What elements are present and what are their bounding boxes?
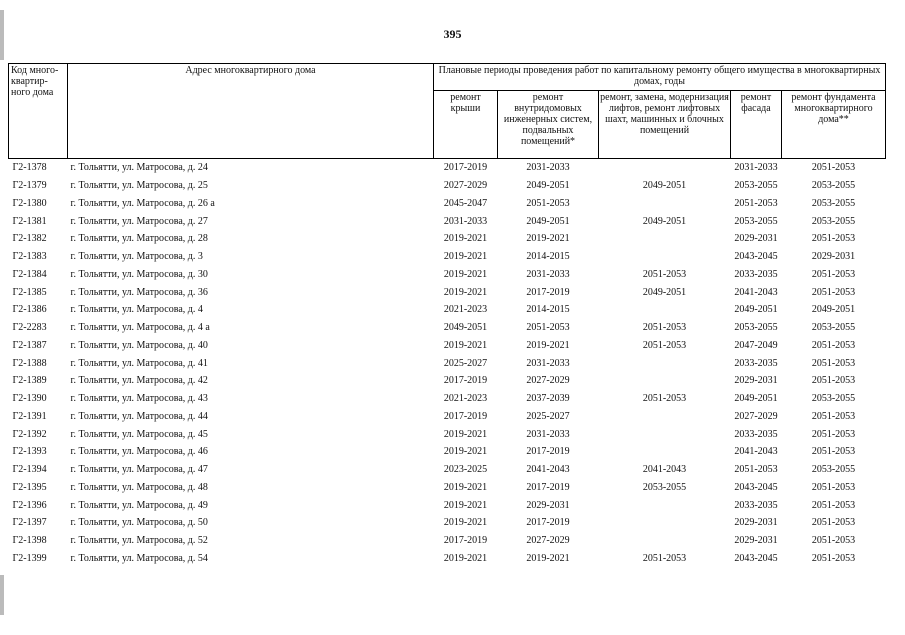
cell-elevators (599, 230, 731, 248)
cell-elevators (599, 532, 731, 550)
cell-facade: 2049-2051 (734, 393, 778, 405)
cell-foundation: 2051-2053 (782, 159, 886, 177)
cell-foundation: 2051-2053 (811, 517, 856, 529)
cell-roof: 2045-2047 (443, 197, 488, 209)
cell-address: г. Тольятти, ул. Матросова, д. 46 (70, 446, 208, 458)
cell-roof: 2019-2021 (443, 286, 488, 298)
table-row (9, 550, 886, 568)
cell-address: г. Тольятти, ул. Матросова, д. 4 (70, 304, 203, 316)
cell-roof: 2025-2027 (443, 357, 488, 369)
cell-foundation: 2051-2053 (811, 410, 856, 422)
cell-facade: 2033-2035 (734, 499, 778, 511)
cell-systems: 2019-2021 (526, 233, 570, 245)
cell-foundation: 2053-2055 (811, 393, 856, 405)
table-row (9, 354, 886, 372)
header-periods-group: Плановые периоды проведения работ по капитальному ремонту общего имущества в многоквартирных домах, годы (434, 64, 886, 91)
cell-facade: 2049-2051 (734, 304, 778, 316)
table-row (9, 230, 886, 248)
cell-address: г. Тольятти, ул. Матросова, д. 26 а (70, 197, 215, 209)
cell-elevators: 2051-2053 (642, 552, 687, 564)
cell-roof: 2019-2021 (443, 552, 488, 564)
table-row (9, 496, 886, 514)
table-row (9, 301, 886, 319)
cell-code: Г2-1378 (9, 159, 68, 177)
header-systems: ремонт внутридомовых инженерных систем, подвальных помещений* (498, 91, 599, 159)
cell-elevators: 2041-2043 (642, 464, 687, 476)
table-row (9, 372, 886, 390)
cell-facade: 2047-2049 (734, 339, 778, 351)
cell-facade: 2029-2031 (734, 375, 778, 387)
cell-foundation: 2053-2055 (811, 197, 856, 209)
cell-elevators: 2053-2055 (642, 481, 687, 493)
cell-systems: 2051-2053 (526, 322, 570, 334)
table-row (9, 443, 886, 461)
cell-elevators: 2051-2053 (642, 322, 687, 334)
cell-facade: 2033-2035 (734, 428, 778, 440)
cell-facade: 2051-2053 (734, 464, 778, 476)
capital-repair-table (8, 63, 886, 567)
cell-facade: 2053-2055 (734, 180, 778, 192)
cell-foundation: 2053-2055 (811, 322, 856, 334)
table-row (9, 461, 886, 479)
cell-systems: 2027-2029 (526, 535, 570, 547)
cell-facade: 2043-2045 (734, 251, 778, 263)
cell-code: Г2-1379 (12, 180, 47, 192)
table-row (9, 248, 886, 266)
cell-elevators: 2049-2051 (642, 286, 687, 298)
header-roof: ремонт крыши (434, 91, 498, 159)
cell-facade: 2033-2035 (734, 357, 778, 369)
cell-foundation: 2051-2053 (811, 535, 856, 547)
table-row (9, 337, 886, 355)
cell-systems: 2041-2043 (526, 464, 570, 476)
scan-edge-mark (0, 10, 4, 60)
cell-address: г. Тольятти, ул. Матросова, д. 43 (70, 393, 208, 405)
header-foundation: ремонт фундамента многоквартирного дома** (782, 91, 886, 159)
cell-systems: 2014-2015 (526, 304, 570, 316)
cell-foundation: 2049-2051 (811, 304, 856, 316)
cell-roof: 2019-2021 (443, 251, 488, 263)
cell-facade: 2031-2033 (731, 159, 782, 177)
cell-facade: 2029-2031 (734, 517, 778, 529)
cell-systems: 2031-2033 (526, 268, 570, 280)
cell-address: г. Тольятти, ул. Матросова, д. 49 (70, 499, 208, 511)
cell-roof: 2021-2023 (443, 393, 488, 405)
header-facade: ремонт фасада (731, 91, 782, 159)
table-row (9, 195, 886, 213)
table-body (9, 159, 886, 568)
cell-elevators (599, 408, 731, 426)
table-row (9, 319, 886, 337)
cell-code: Г2-1392 (12, 428, 47, 440)
table-row (9, 390, 886, 408)
cell-code: Г2-1393 (12, 446, 47, 458)
table-row (9, 177, 886, 195)
cell-facade: 2053-2055 (734, 322, 778, 334)
cell-address: г. Тольятти, ул. Матросова, д. 40 (70, 339, 208, 351)
table-row (9, 425, 886, 443)
cell-facade: 2041-2043 (734, 286, 778, 298)
table-row (9, 532, 886, 550)
cell-foundation: 2053-2055 (811, 215, 856, 227)
cell-systems: 2014-2015 (526, 251, 570, 263)
table-row (9, 159, 886, 177)
cell-elevators (599, 443, 731, 461)
cell-roof: 2019-2021 (443, 499, 488, 511)
cell-systems: 2025-2027 (526, 410, 570, 422)
cell-systems: 2027-2029 (526, 375, 570, 387)
cell-code: Г2-2283 (12, 322, 47, 334)
cell-code: Г2-1399 (12, 552, 47, 564)
cell-code: Г2-1387 (12, 339, 47, 351)
cell-facade: 2051-2053 (734, 197, 778, 209)
cell-foundation: 2051-2053 (811, 428, 856, 440)
cell-roof: 2031-2033 (443, 215, 488, 227)
cell-roof: 2017-2019 (443, 535, 488, 547)
cell-roof: 2021-2023 (443, 304, 488, 316)
cell-roof: 2019-2021 (443, 446, 488, 458)
cell-foundation: 2051-2053 (811, 357, 856, 369)
cell-facade: 2027-2029 (734, 410, 778, 422)
cell-foundation: 2053-2055 (811, 180, 856, 192)
cell-systems: 2049-2051 (526, 180, 570, 192)
cell-code: Г2-1394 (12, 464, 47, 476)
cell-address: г. Тольятти, ул. Матросова, д. 54 (70, 552, 208, 564)
cell-facade: 2041-2043 (734, 446, 778, 458)
cell-roof: 2023-2025 (443, 464, 488, 476)
cell-systems: 2017-2019 (526, 286, 570, 298)
cell-code: Г2-1397 (12, 517, 47, 529)
cell-address: г. Тольятти, ул. Матросова, д. 25 (70, 180, 208, 192)
cell-address: г. Тольятти, ул. Матросова, д. 42 (70, 375, 208, 387)
cell-systems: 2017-2019 (526, 481, 570, 493)
cell-elevators (599, 496, 731, 514)
cell-address: г. Тольятти, ул. Матросова, д. 24 (68, 159, 434, 177)
cell-address: г. Тольятти, ул. Матросова, д. 44 (70, 410, 208, 422)
cell-code: Г2-1389 (12, 375, 47, 387)
cell-address: г. Тольятти, ул. Матросова, д. 28 (70, 233, 208, 245)
cell-foundation: 2051-2053 (811, 286, 856, 298)
cell-foundation: 2051-2053 (811, 268, 856, 280)
cell-foundation: 2029-2031 (811, 251, 856, 263)
table-row (9, 479, 886, 497)
cell-elevators: 2051-2053 (642, 393, 687, 405)
cell-code: Г2-1382 (12, 233, 47, 245)
cell-systems: 2019-2021 (526, 339, 570, 351)
cell-roof: 2019-2021 (443, 339, 488, 351)
cell-roof: 2017-2019 (443, 410, 488, 422)
cell-foundation: 2051-2053 (811, 499, 856, 511)
cell-facade: 2043-2045 (734, 552, 778, 564)
cell-elevators: 2049-2051 (642, 180, 687, 192)
cell-facade: 2053-2055 (734, 215, 778, 227)
cell-code: Г2-1388 (12, 357, 47, 369)
cell-address: г. Тольятти, ул. Матросова, д. 30 (70, 268, 208, 280)
table-row (9, 212, 886, 230)
cell-systems: 2049-2051 (526, 215, 570, 227)
cell-code: Г2-1386 (12, 304, 47, 316)
cell-roof: 2017-2019 (443, 375, 488, 387)
cell-roof: 2019-2021 (443, 481, 488, 493)
cell-facade: 2029-2031 (734, 233, 778, 245)
cell-code: Г2-1383 (12, 251, 47, 263)
cell-systems: 2031-2033 (498, 159, 599, 177)
header-code: Код много-квартир-ного дома (9, 64, 68, 159)
header-elevators: ремонт, замена, модернизация лифтов, ремонт лифтовых шахт, машинных и блочных помещений (599, 91, 731, 159)
cell-roof: 2049-2051 (443, 322, 488, 334)
cell-systems: 2051-2053 (526, 197, 570, 209)
cell-systems: 2031-2033 (526, 428, 570, 440)
cell-code: Г2-1391 (12, 410, 47, 422)
cell-address: г. Тольятти, ул. Матросова, д. 45 (70, 428, 208, 440)
cell-address: г. Тольятти, ул. Матросова, д. 36 (70, 286, 208, 298)
cell-address: г. Тольятти, ул. Матросова, д. 27 (70, 215, 208, 227)
cell-address: г. Тольятти, ул. Матросова, д. 4 а (70, 322, 210, 334)
cell-systems: 2017-2019 (526, 517, 570, 529)
cell-roof: 2019-2021 (443, 517, 488, 529)
cell-code: Г2-1398 (12, 535, 47, 547)
cell-foundation: 2051-2053 (811, 481, 856, 493)
cell-roof: 2019-2021 (443, 268, 488, 280)
cell-foundation: 2053-2055 (811, 464, 856, 476)
cell-facade: 2033-2035 (734, 268, 778, 280)
cell-code: Г2-1395 (12, 481, 47, 493)
cell-systems: 2019-2021 (526, 552, 570, 564)
cell-code: Г2-1390 (12, 393, 47, 405)
cell-facade: 2043-2045 (734, 481, 778, 493)
cell-elevators (599, 425, 731, 443)
scan-edge-mark (0, 575, 4, 615)
cell-elevators (599, 159, 731, 177)
cell-address: г. Тольятти, ул. Матросова, д. 3 (70, 251, 203, 263)
cell-code: Г2-1381 (12, 215, 47, 227)
cell-roof: 2027-2029 (443, 180, 488, 192)
cell-code: Г2-1396 (12, 499, 47, 511)
cell-roof: 2019-2021 (443, 428, 488, 440)
cell-code: Г2-1385 (12, 286, 47, 298)
cell-foundation: 2051-2053 (811, 375, 856, 387)
table-row (9, 408, 886, 426)
cell-foundation: 2051-2053 (811, 552, 856, 564)
page-number: 395 (443, 27, 462, 41)
cell-roof: 2017-2019 (434, 159, 498, 177)
cell-code: Г2-1384 (12, 268, 47, 280)
cell-code: Г2-1380 (12, 197, 47, 209)
cell-elevators (599, 248, 731, 266)
table-row (9, 283, 886, 301)
cell-elevators: 2051-2053 (642, 268, 687, 280)
header-address: Адрес многоквартирного дома (68, 64, 434, 159)
cell-systems: 2029-2031 (526, 499, 570, 511)
cell-elevators (599, 354, 731, 372)
cell-elevators (599, 514, 731, 532)
cell-foundation: 2051-2053 (811, 446, 856, 458)
cell-foundation: 2051-2053 (811, 233, 856, 245)
cell-address: г. Тольятти, ул. Матросова, д. 50 (70, 517, 208, 529)
table-row (9, 514, 886, 532)
cell-address: г. Тольятти, ул. Матросова, д. 52 (70, 535, 208, 547)
cell-address: г. Тольятти, ул. Матросова, д. 47 (70, 464, 208, 476)
cell-address: г. Тольятти, ул. Матросова, д. 48 (70, 481, 208, 493)
cell-systems: 2017-2019 (526, 446, 570, 458)
cell-foundation: 2051-2053 (811, 339, 856, 351)
cell-elevators (599, 195, 731, 213)
cell-roof: 2019-2021 (443, 233, 488, 245)
cell-address: г. Тольятти, ул. Матросова, д. 41 (70, 357, 208, 369)
cell-elevators: 2051-2053 (642, 339, 687, 351)
cell-facade: 2029-2031 (734, 535, 778, 547)
cell-elevators (599, 301, 731, 319)
cell-systems: 2031-2033 (526, 357, 570, 369)
cell-elevators (599, 372, 731, 390)
table-row (9, 266, 886, 284)
cell-elevators: 2049-2051 (642, 215, 687, 227)
cell-systems: 2037-2039 (526, 393, 570, 405)
